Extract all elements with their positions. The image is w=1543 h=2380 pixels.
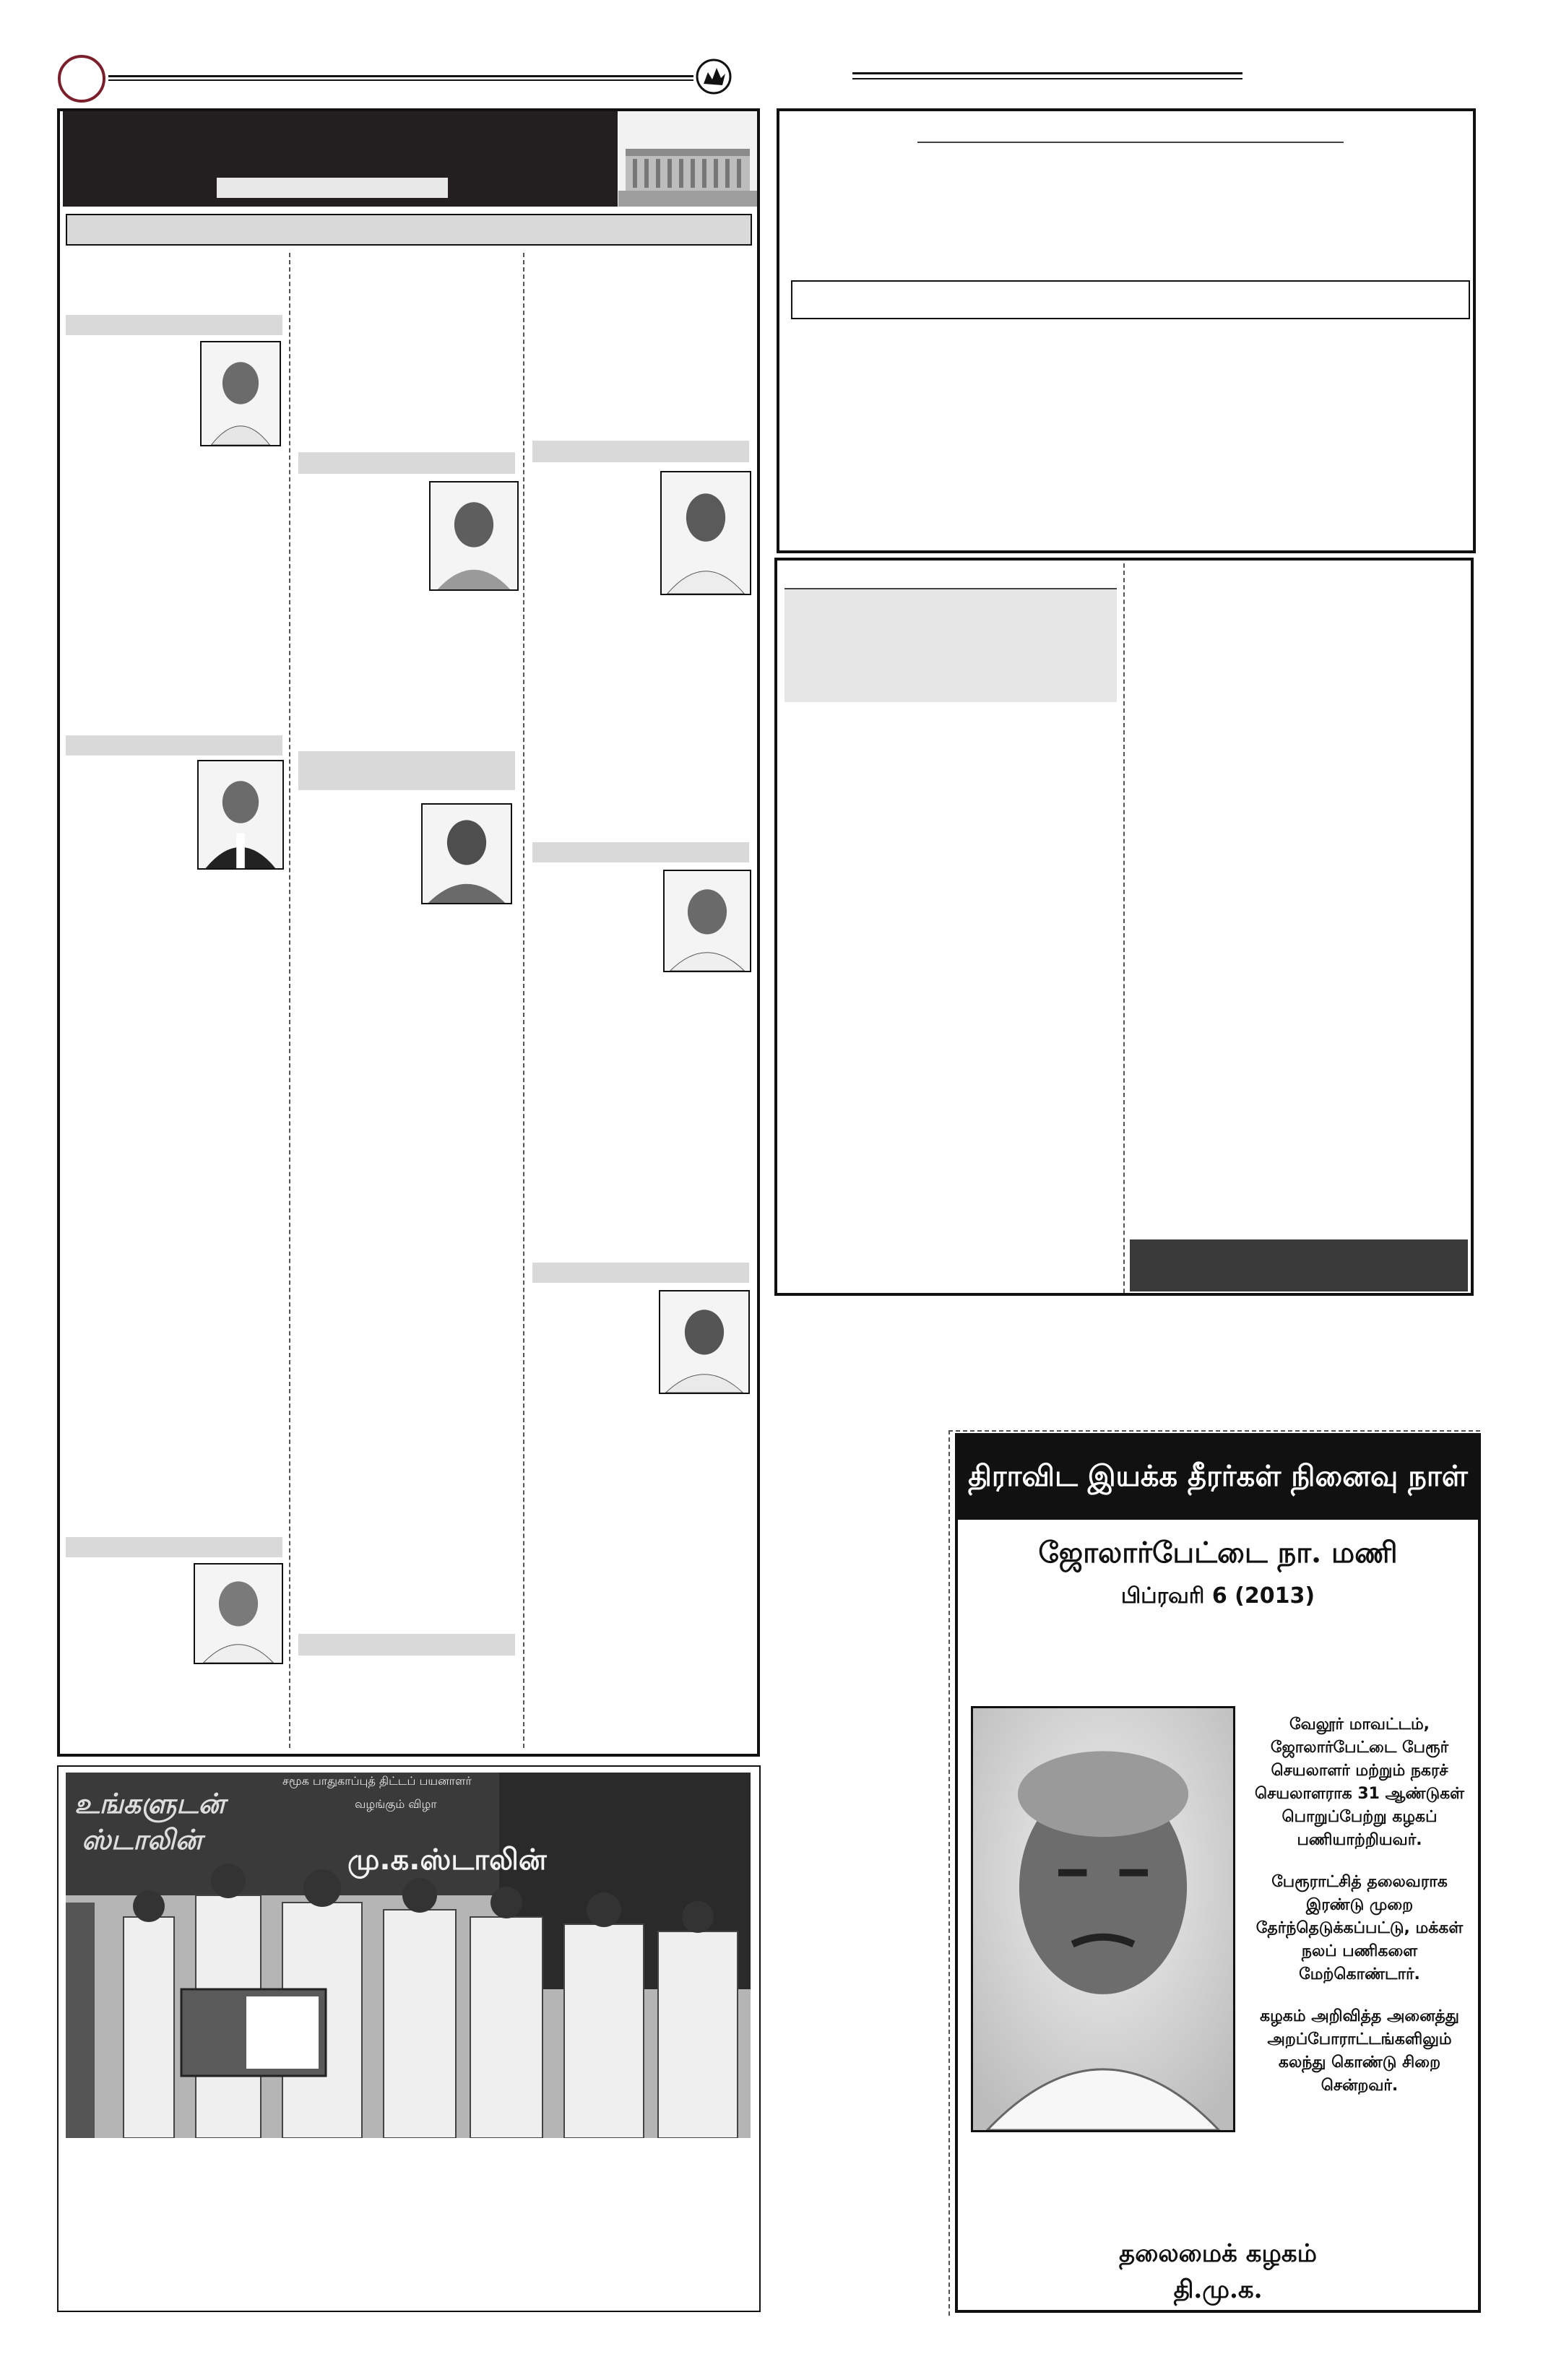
mp-portrait-3 <box>194 1563 283 1664</box>
mp-portrait-7 <box>660 471 751 595</box>
mp-portrait-8 <box>663 870 751 972</box>
event-leader-name: மு.க.ஸ்டாலின் <box>347 1843 547 1877</box>
mp-portrait-9 <box>659 1290 750 1394</box>
parliament-building-image <box>618 111 757 207</box>
right-top-subhead-box <box>791 280 1470 319</box>
memorial-portrait <box>971 1706 1235 2132</box>
event-photo <box>66 1773 751 2138</box>
memorial-bio-paragraph-1: வேலூர் மாவட்டம், ஜோலார்பேட்டை பேரூர் செயலாளர் மற்றும் நகரச் செயலாளராக 31 ஆண்டுகள் பொறுப்பேற்று கழகப் பணியாற்றியவர். <box>1254 1715 1465 1849</box>
mp-name-bar-8 <box>532 842 749 862</box>
right-mid-column-rule <box>1123 563 1125 1293</box>
memorial-date: பிப்ரவரி 6 (2013) <box>1120 1583 1315 1609</box>
mp-name-bar-1 <box>66 315 282 335</box>
memorial-name: ஜோலார்பேட்டை நா. மணி <box>1038 1536 1398 1570</box>
event-header-small: சமூக பாதுகாப்புத் திட்டப் பயனாளர் <box>282 1774 472 1788</box>
header-rule-left <box>108 75 693 81</box>
column-rule-1 <box>289 253 290 1748</box>
article-subheading-bar <box>66 214 752 246</box>
masthead-title-bar <box>217 178 448 198</box>
party-emblem-icon <box>695 58 732 95</box>
mp-portrait-4 <box>429 481 519 591</box>
event-banner-line-2: ஸ்டாலின் <box>82 1823 202 1856</box>
mp-name-bar-6 <box>298 1634 515 1656</box>
memorial-banner <box>958 1436 1478 1520</box>
right-mid-gray-panel <box>785 589 1117 702</box>
mp-name-bar-9 <box>532 1263 749 1283</box>
mp-name-bar-7 <box>532 441 749 462</box>
memorial-signoff-1: தலைமைக் கழகம் <box>1119 2239 1317 2268</box>
mp-name-bar-4 <box>298 452 515 474</box>
right-top-article-box <box>777 108 1476 553</box>
event-subheader-small: வழங்கும் விழா <box>355 1797 437 1811</box>
memorial-signoff-2: தி.மு.க. <box>1173 2275 1263 2304</box>
mp-name-bar-5 <box>298 751 515 790</box>
memorial-bio-paragraph-3: கழகம் அறிவித்த அனைத்து அறப்போராட்டங்களிலும் கலந்து கொண்டு சிறை சென்றவர். <box>1260 2007 1459 2095</box>
page-number-circle <box>58 55 105 103</box>
mp-portrait-2 <box>197 760 284 870</box>
mp-name-bar-3 <box>66 1537 282 1557</box>
event-banner-line-1: உங்களுடன் <box>74 1787 225 1819</box>
header-rule-right <box>852 72 1242 79</box>
mp-portrait-5 <box>421 803 512 904</box>
parliament-article-box <box>57 108 760 1757</box>
mp-portrait-1 <box>200 341 281 446</box>
right-top-title-rule <box>917 142 1344 143</box>
mp-name-bar-2 <box>66 735 282 756</box>
memorial-bio-paragraph-2: பேரூராட்சித் தலைவராக இரண்டு முறை தேர்ந்தெடுக்கப்பட்டு, மக்கள் நலப் பணிகளை மேற்கொண்டார். <box>1255 1873 1464 1983</box>
column-rule-2 <box>523 253 524 1748</box>
right-mid-dark-bar <box>1130 1239 1468 1291</box>
memorial-bio <box>1247 1713 1472 2098</box>
memorial-banner-title: திராவிட இயக்க தீரர்கள் நினைவு நாள் <box>968 1459 1468 1493</box>
